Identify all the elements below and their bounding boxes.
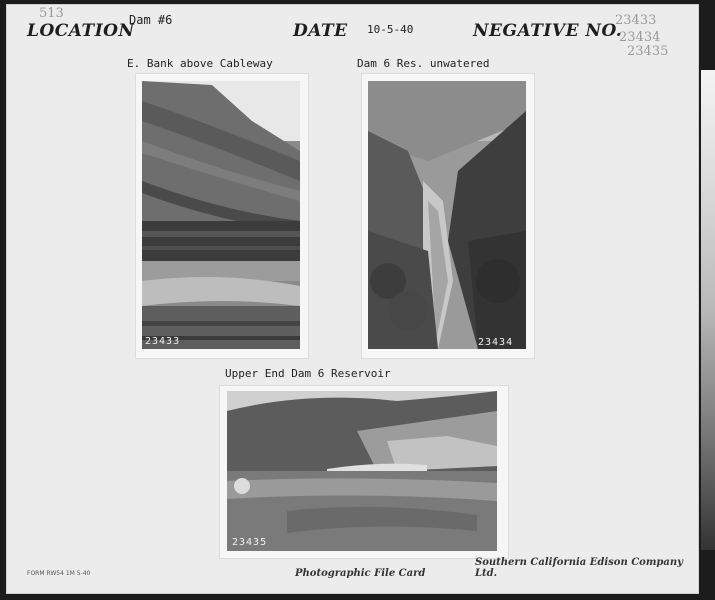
negative-number-1: 23433 — [615, 13, 657, 28]
photo-negative-3: 23435 — [232, 537, 268, 548]
file-card — [6, 4, 699, 594]
negative-number-2: 23434 — [619, 30, 661, 45]
date-value: 10-5-40 — [367, 23, 414, 36]
negative-number-3: 23435 — [627, 44, 669, 59]
photo-caption-1: E. Bank above Cableway — [127, 57, 273, 70]
photo-negative-1: 23433 — [145, 336, 181, 347]
photo-mount-2 — [361, 73, 535, 359]
photo-caption-3: Upper End Dam 6 Reservoir — [225, 367, 391, 380]
file-number: 513 — [39, 6, 64, 21]
photo-canyon-reservoir — [368, 81, 526, 349]
photo-cliff-bank — [142, 81, 300, 349]
exposure-strip — [701, 70, 715, 550]
location-label: LOCATION — [27, 21, 135, 41]
location-value: Dam #6 — [129, 13, 173, 27]
company-name: Southern California Edison Company Ltd. — [475, 557, 683, 579]
photo-mount-3 — [219, 385, 509, 559]
date-label: DATE — [293, 21, 348, 41]
card-title: Photographic File Card — [295, 568, 426, 579]
form-code: FORM RW54 1M 5-40 — [27, 570, 91, 577]
photo-caption-2: Dam 6 Res. unwatered — [357, 57, 490, 70]
photo-negative-2: 23434 — [478, 337, 514, 348]
negative-label: NEGATIVE NO. — [473, 21, 623, 41]
photo-upper-reservoir — [227, 391, 497, 551]
photo-mount-1 — [135, 73, 309, 359]
